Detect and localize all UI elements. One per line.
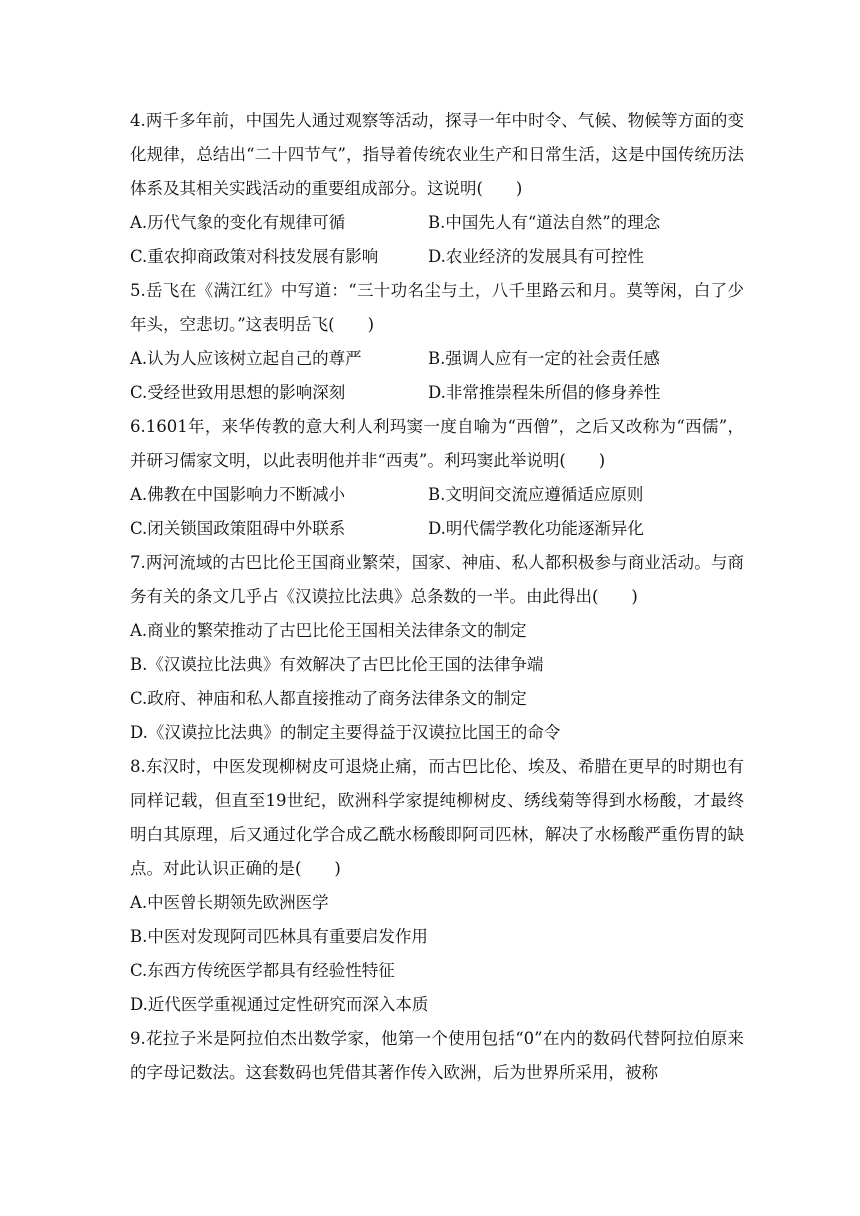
option-c: C.政府、神庙和私人都直接推动了商务法律条文的制定 (130, 689, 527, 708)
question-stem: 5.岳飞在《满江红》中写道：“三十功名尘与土，八千里路云和月。莫等闲，白了少年头，空悲切。”这表明岳飞( ) (130, 281, 744, 334)
question-stem: 6.1601年，来华传教的意大利人利玛窦一度自喻为“西僧”，之后又改称为“西儒”，并研习儒家文明，以此表明他并非“西夷”。利玛窦此举说明( ) (130, 417, 744, 470)
question-6 (130, 410, 744, 546)
option-d: D.《汉谟拉比法典》的制定主要得益于汉谟拉比国王的命令 (130, 723, 561, 742)
option-row (130, 478, 744, 512)
question-stem: 9.花拉子米是阿拉伯杰出数学家，他第一个使用包括“0”在内的数码代替阿拉伯原来的字母记数法。这套数码也凭借其著作传入欧洲，后为世界所采用，被称 (130, 1029, 744, 1082)
question-stem: 8.东汉时，中医发现柳树皮可退烧止痛，而古巴比伦、埃及、希腊在更早的时期也有同样记载，但直至19世纪，欧洲科学家提纯柳树皮、绣线菊等得到水杨酸，才最终明白其原理，后又通过化学合成乙酰水杨酸即阿司匹林，解决了水杨酸严重伤胃的缺点。对此认识正确的是( ) (130, 757, 744, 878)
option-d: D.明代儒学教化功能逐渐异化 (428, 519, 644, 538)
question-stem: 7.两河流域的古巴比伦王国商业繁荣，国家、神庙、私人都积极参与商业活动。与商务有关的条文几乎占《汉谟拉比法典》总条数的一半。由此得出( ) (130, 553, 744, 606)
question-7 (130, 546, 744, 750)
option-a: A.佛教在中国影响力不断减小 (130, 485, 346, 504)
question-5 (130, 274, 744, 410)
option-c: C.重农抑商政策对科技发展有影响 (130, 247, 379, 266)
question-8 (130, 750, 744, 1022)
option-b: B.强调人应有一定的社会责任感 (428, 349, 660, 368)
question-4 (130, 104, 744, 274)
question-9 (130, 1022, 744, 1090)
option-d: D.非常推崇程朱所倡的修身养性 (428, 383, 661, 402)
option-row (130, 342, 744, 376)
option-a: A.认为人应该树立起自己的尊严 (130, 349, 362, 368)
option-a: A.中医曾长期领先欧洲医学 (130, 893, 329, 912)
option-row (130, 512, 744, 546)
option-d: D.近代医学重视通过定性研究而深入本质 (130, 995, 429, 1014)
option-a: A.历代气象的变化有规律可循 (130, 213, 346, 232)
option-c: C.闭关锁国政策阻碍中外联系 (130, 519, 346, 538)
option-row (130, 376, 744, 410)
option-c: C.东西方传统医学都具有经验性特征 (130, 961, 395, 980)
option-b: B.文明间交流应遵循适应原则 (428, 485, 644, 504)
option-c: C.受经世致用思想的影响深刻 (130, 383, 346, 402)
exam-page (130, 104, 744, 1090)
option-row (130, 206, 744, 240)
option-b: B.《汉谟拉比法典》有效解决了古巴比伦王国的法律争端 (130, 655, 544, 674)
option-a: A.商业的繁荣推动了古巴比伦王国相关法律条文的制定 (130, 621, 527, 640)
option-row (130, 240, 744, 274)
option-b: B.中医对发现阿司匹林具有重要启发作用 (130, 927, 428, 946)
option-d: D.农业经济的发展具有可控性 (428, 247, 644, 266)
option-b: B.中国先人有“道法自然”的理念 (428, 213, 661, 232)
question-stem: 4.两千多年前，中国先人通过观察等活动，探寻一年中时令、气候、物候等方面的变化规律，总结出“二十四节气”，指导着传统农业生产和日常生活，这是中国传统历法体系及其相关实践活动的重要组成部分。这说明( ) (130, 111, 744, 198)
